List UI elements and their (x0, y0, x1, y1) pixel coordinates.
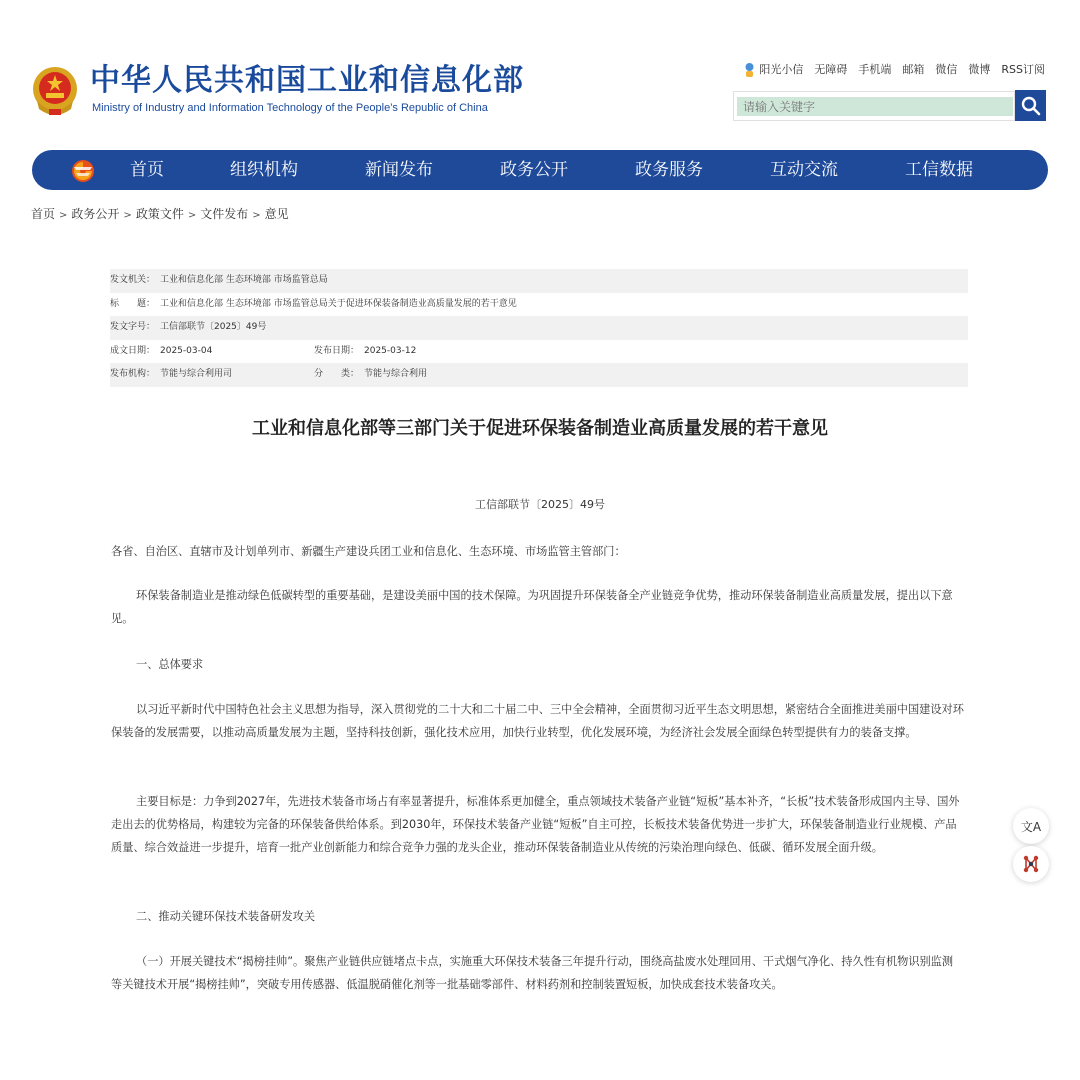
nav-item-news[interactable]: 新闻发布 (365, 160, 433, 180)
info-label: 分 类： (314, 369, 360, 379)
info-value: 2025-03-12 (364, 345, 417, 356)
breadcrumb (31, 205, 289, 225)
info-value: 工信部联节〔2025〕49号 (160, 322, 267, 332)
top-link-accessibility[interactable]: 无障碍 (814, 63, 848, 76)
article-paragraph: 环保装备制造业是推动绿色低碳转型的重要基础，是建设美丽中国的技术保障。为巩固提升环保装备全产业链竞争优势，推动环保装备制造业高质量发展，提出以下意见。 (111, 589, 953, 625)
main-nav (32, 150, 1048, 190)
info-row-issuer (110, 269, 968, 293)
breadcrumb-separator: > (187, 210, 197, 221)
ai-assistant-button[interactable] (1013, 846, 1049, 882)
top-link-mobile[interactable]: 手机端 (858, 63, 892, 76)
info-row-dates (110, 340, 968, 364)
nav-item-gov-affairs[interactable]: 政务公开 (500, 160, 568, 180)
info-value: 工业和信息化部 生态环境部 市场监管总局 (160, 275, 328, 285)
nav-item-data[interactable]: 工信数据 (905, 160, 973, 180)
info-label: 发布机构： (110, 369, 156, 379)
miit-logo-icon[interactable] (70, 158, 96, 188)
top-link-weibo[interactable]: 微博 (968, 63, 991, 76)
info-row-docno (110, 316, 968, 340)
breadcrumb-gov-affairs[interactable]: 政务公开 (71, 207, 120, 221)
top-link-rss[interactable]: RSS订阅 (1001, 63, 1045, 76)
article-heading: 二、推动关键环保技术装备研发攻关 (136, 910, 316, 923)
search-icon (1021, 96, 1041, 116)
info-label: 标 题： (110, 298, 156, 309)
breadcrumb-separator: > (59, 210, 68, 221)
nav-item-organization[interactable]: 组织机构 (230, 160, 298, 180)
breadcrumb-opinion[interactable]: 意见 (264, 207, 289, 221)
article-heading: 一、总体要求 (136, 658, 204, 671)
document-info-table (110, 269, 968, 387)
search-button[interactable] (1015, 90, 1046, 121)
info-row-title (110, 293, 968, 317)
search-input[interactable] (737, 97, 1013, 116)
info-value: 工业和信息化部 生态环境部 市场监管总局关于促进环保装备制造业高质量发展的若干意见 (160, 298, 517, 309)
search-box (733, 91, 1015, 121)
nav-item-interaction[interactable]: 互动交流 (770, 160, 838, 180)
national-emblem-icon (31, 65, 79, 117)
breadcrumb-separator: > (123, 210, 132, 221)
info-label: 成文日期： (110, 345, 156, 356)
info-value: 节能与综合利用 (364, 369, 428, 379)
info-label: 发布日期： (314, 345, 360, 356)
site-title[interactable]: 中华人民共和国工业和信息化部 (90, 63, 524, 98)
breadcrumb-separator: > (252, 210, 261, 221)
article-title: 工业和信息化部等三部门关于促进环保装备制造业高质量发展的若干意见 (252, 418, 828, 439)
info-value: 节能与综合利用司 (160, 369, 233, 379)
article-paragraph: 主要目标是：力争到2027年，先进技术装备市场占有率显著提升，标准体系更加健全，重点领域技术装备产业链“短板”基本补齐，“长板”技术装备形成国内主导、国外走出去的优势格局，构建较为完备的环保装备供给体系。到2030年，环保技术装备产业链“短板”自主可控，长板技术装备优势进一步扩大，环保装备制造业行业规模、产品质量、综合效益进一步提升，培育一批产业创新能力和综合竞争力强的龙头企业，推动环保装备制造业从传统的污染治理向绿色、低碳、循环发展全面升级。 (111, 795, 960, 854)
top-link-mail[interactable]: 邮箱 (902, 63, 925, 76)
nav-item-home[interactable]: 首页 (130, 160, 164, 180)
info-value: 2025-03-04 (160, 345, 213, 356)
info-label: 发文字号： (110, 322, 156, 332)
breadcrumb-home[interactable]: 首页 (31, 207, 56, 221)
translate-icon: 文A (1020, 819, 1042, 834)
top-links (743, 62, 1045, 78)
article-docno: 工信部联节〔2025〕49号 (475, 498, 605, 511)
info-row-org (110, 363, 968, 387)
site-subtitle: Ministry of Industry and Information Technology of the People’s Republic of China (92, 102, 488, 114)
top-link-sunshine[interactable]: 阳光小信 (743, 62, 803, 78)
article-paragraph: 以习近平新时代中国特色社会主义思想为指导，深入贯彻党的二十大和二十届二中、三中全会精神，全面贯彻习近平生态文明思想，紧密结合全面推进美丽中国建设对环保装备的发展需要，以推动高质量发展为主题，坚持科技创新，强化技术应用，加快行业转型，优化发展环境，为经济社会发展全面绿色转型提供有力的装备支撑。 (111, 703, 964, 739)
mascot-icon (743, 62, 756, 78)
breadcrumb-file-release[interactable]: 文件发布 (200, 207, 249, 221)
info-label: 发文机关： (110, 275, 156, 285)
translate-button[interactable] (1013, 808, 1049, 844)
top-link-wechat[interactable]: 微信 (935, 63, 958, 76)
article-paragraph: （一）开展关键技术“揭榜挂帅”。聚焦产业链供应链堵点卡点，实施重大环保技术装备三年提升行动，围绕高盐废水处理回用、干式烟气净化、持久性有机物识别监测等关键技术开展“揭榜挂帅”，突破专用传感器、低温脱硝催化剂等一批基础零部件、材料药剂和控制装置短板，加快成套技术装备攻关。 (111, 955, 954, 991)
nav-item-gov-service[interactable]: 政务服务 (635, 160, 703, 180)
network-icon (1021, 854, 1041, 874)
breadcrumb-policy-files[interactable]: 政策文件 (135, 207, 184, 221)
article-addressee: 各省、自治区、直辖市及计划单列市、新疆生产建设兵团工业和信息化、生态环境、市场监管主管部门： (111, 545, 626, 558)
